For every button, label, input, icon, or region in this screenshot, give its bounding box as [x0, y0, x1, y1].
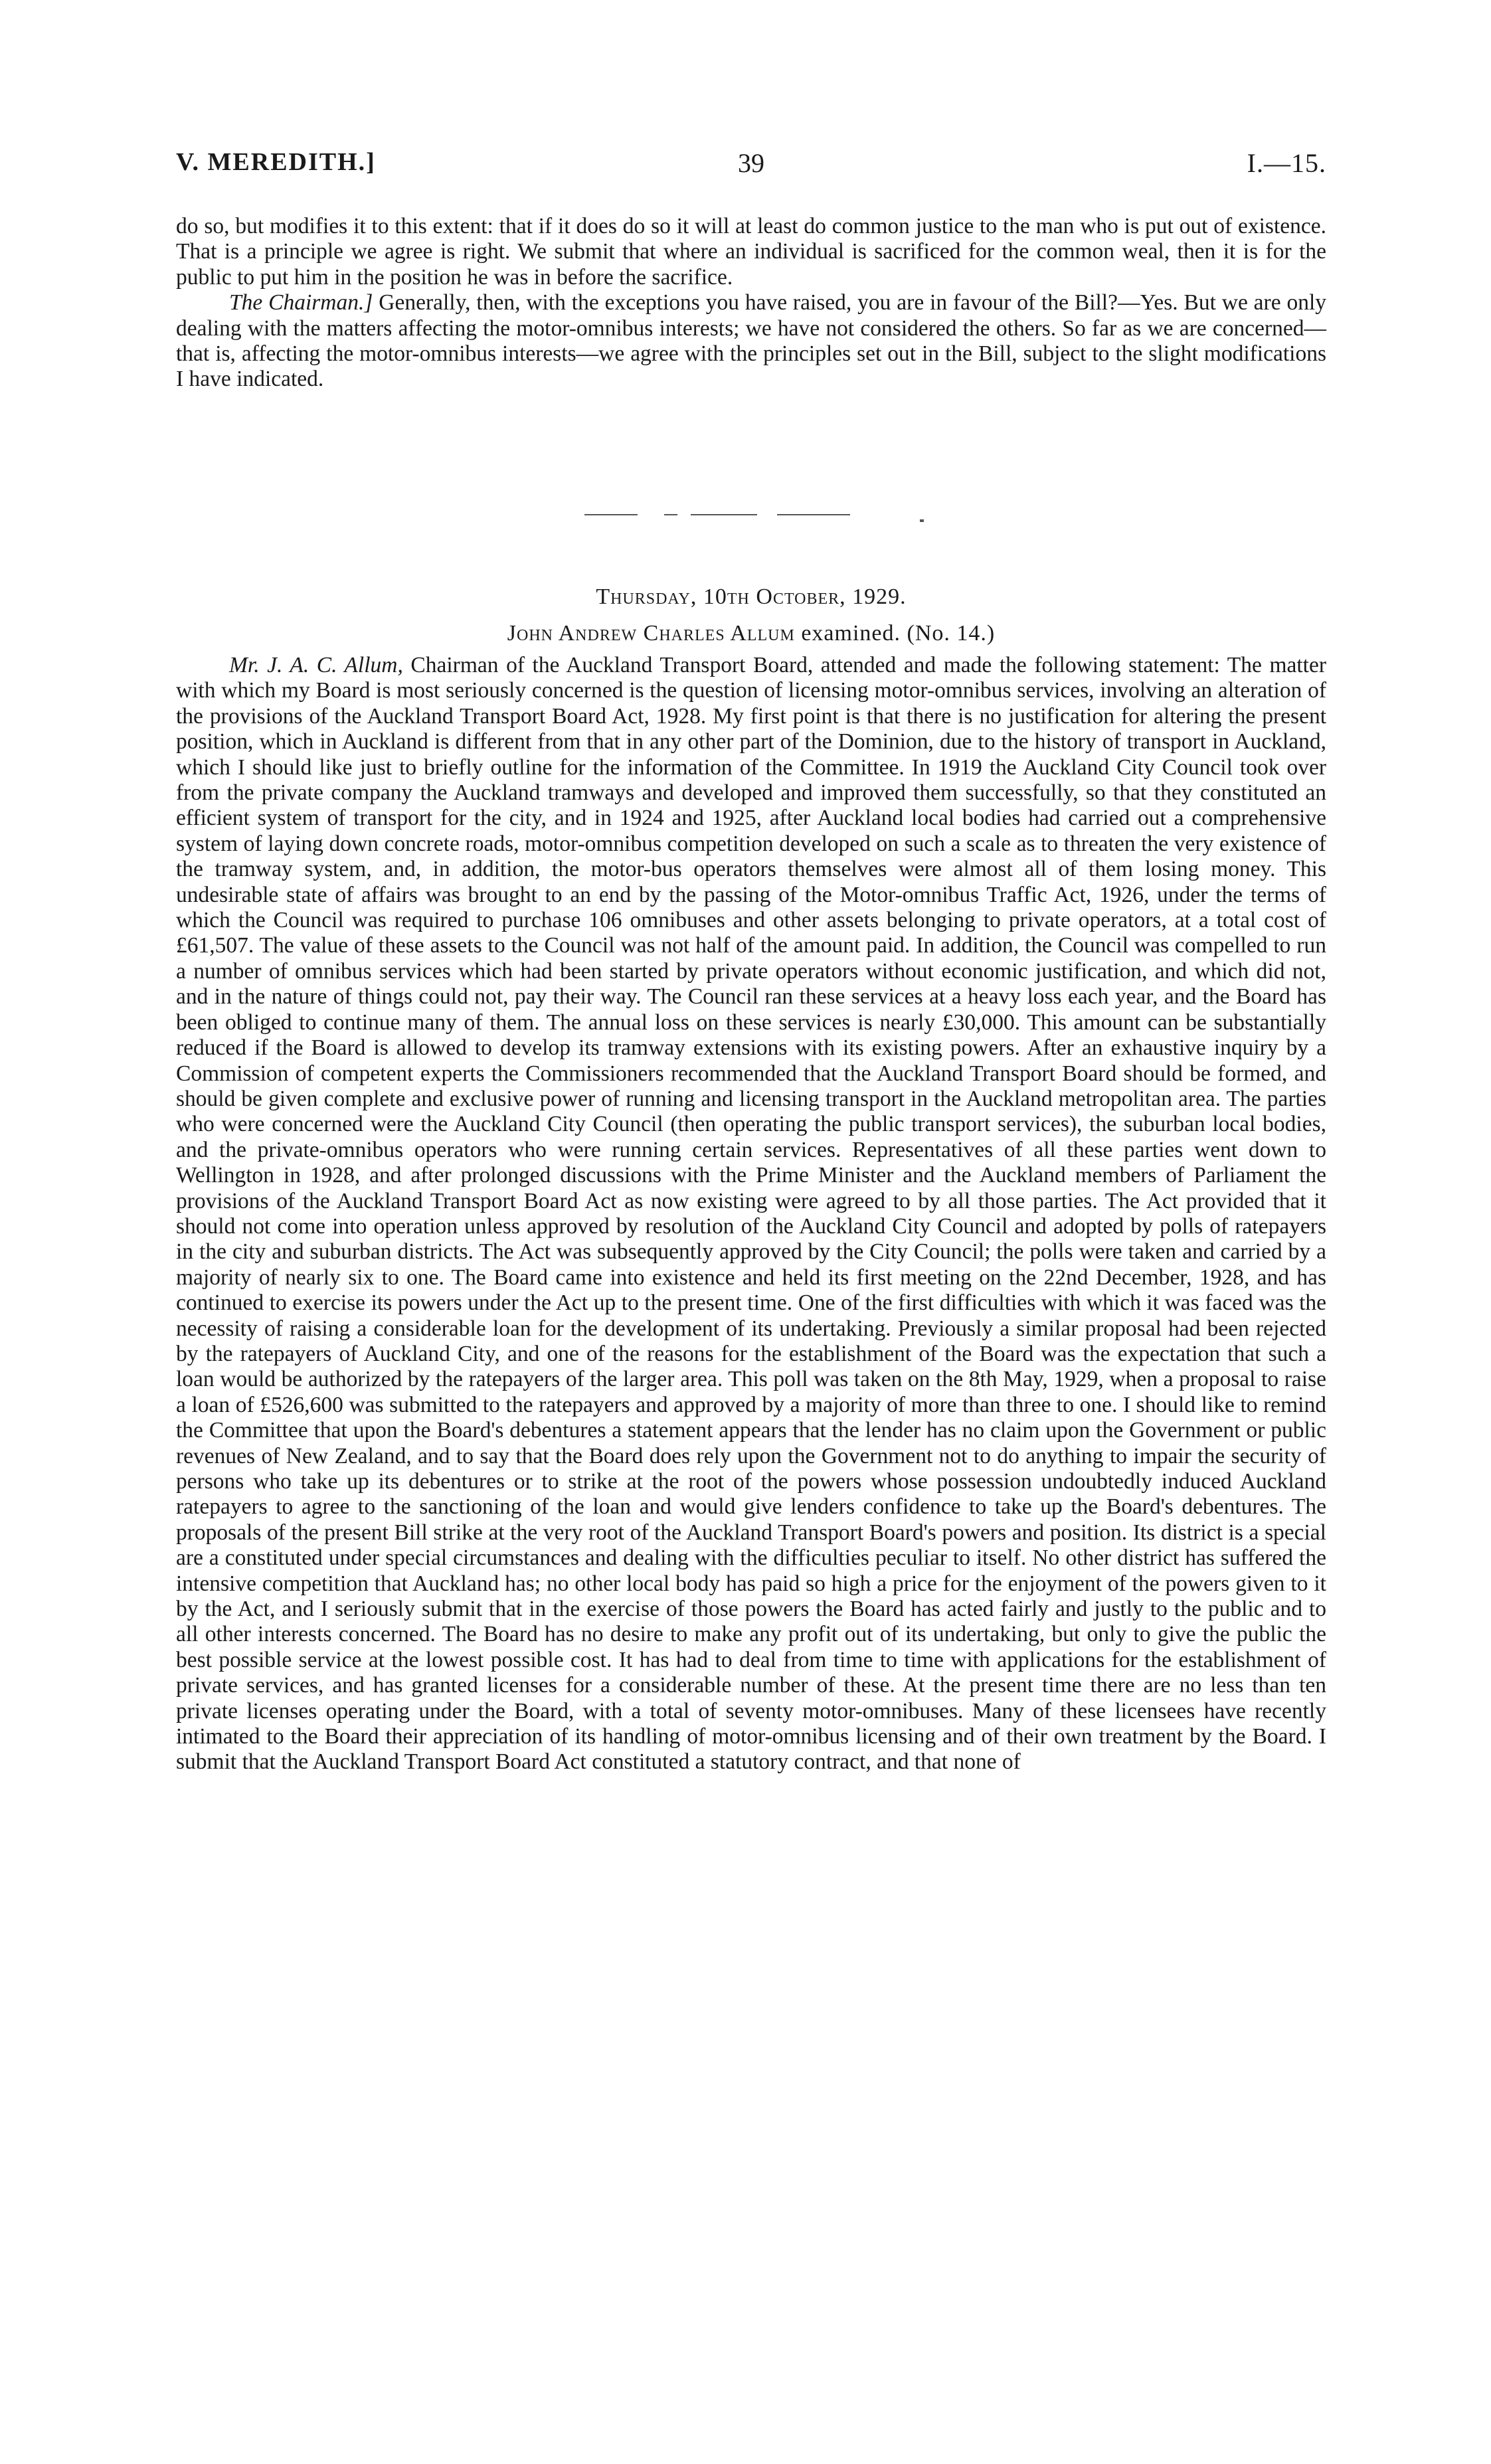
statement-paragraph	[176, 653, 1326, 1775]
session-date-heading: Thursday, 10th October, 1929.	[596, 584, 907, 609]
intro-text-block	[176, 214, 1326, 393]
witness-examined-label: examined. (No. 14.)	[794, 621, 996, 646]
header-witness-name: V. MEREDITH.]	[176, 148, 376, 176]
statement-text-block	[176, 653, 1326, 1775]
statement-text: Chairman of the Auckland Transport Board, attended and made the following statement: The matter with which my Board is most seriously concerned is the question of licensing motor-omnibus services, involving an alteration of the provisions of the Auckland Transport Board Act, 1928. My first point is that there is no justification for altering the present position, which in Auckland is different from that in any other part of the Dominion, due to the history of transport in Auckland, which I should like just to briefly outline for the information of the Committee. In 1919 the Auckland City Council took over from the private company the Auckland tramways and developed and improved them successfully, so that they constituted an efficient system of transport for the city, and in 1924 and 1925, after Auckland local bodies had carried out a comprehensive system of laying down concrete roads, motor-omnibus competition developed on such a scale as to threaten the very existence of the tramway system, and, in addition, the motor-bus operators themselves were almost all of them losing money. This undesirable state of affairs was brought to an end by the passing of the Motor-omnibus Traffic Act, 1926, under the terms of which the Council was required to purchase 106 omnibuses and other assets belonging to private operators, at a total cost of £61,507. The value of these assets to the Council was not half of the amount paid. In addition, the Council was compelled to run a number of omnibus services which had been started by private operators without economic justification, and which did not, and in the nature of things could not, pay their way. The Council ran these services at a heavy loss each year, and the Board has been obliged to continue many of them. The annual loss on these services is nearly £30,000. This amount can be substantially reduced if the Board is allowed to develop its tramway extensions with its existing powers. After an exhaustive inquiry by a Commission of competent experts the Commissioners recommended that the Auckland Transport Board should be formed, and should be given complete and exclusive power of running and licensing transport in the Auckland metropolitan area. The parties who were concerned were the Auckland City Council (then operating the public transport services), the suburban local bodies, and the private-omnibus operators who were running certain services. Representatives of all these parties went down to Wellington in 1928, and after prolonged discussions with the Prime Minister and the Auckland members of Parliament the provisions of the Auckland Transport Board Act as now existing were agreed to by all those parties. The Act provided that it should not come into operation unless approved by resolution of the Auckland City Council and adopted by polls of ratepayers in the city and suburban districts. The Act was subsequently approved by the City Council; the polls were taken and carried by a majority of nearly six to one. The Board came into existence and held its first meeting on the 22nd December, 1928, and has continued to exercise its powers under the Act up to the present time. One of the first difficulties with which it was faced was the necessity of raising a considerable loan for the development of its undertaking. Previously a similar proposal had been rejected by the ratepayers of Auckland City, and one of the reasons for the establishment of the Board was the expectation that such a loan would be authorized by the ratepayers of the larger area. This poll was taken on the 8th May, 1929, when a proposal to raise a loan of £526,600 was submitted to the ratepayers and approved by a majority of more than three to one. I should like to remind the Committee that upon the Board's debentures a statement appears that the lender has no claim upon the Government or public revenues of New Zealand, and to say that the Board does rely upon the Government not to do anything to impair the security of persons who take up its debentures or to strike at the root of the powers whose possession undoubtedly induced Auckland ratepayers to agree to the sanctioning of the loan and would give lenders confidence to take up the Board's debentures. The proposals of the present Bill strike at the very root of the Auckland Transport Board's powers and position. Its district is a special are a constituted under special circumstances and dealing with the difficulties peculiar to itself. No other district has suffered the intensive competition that Auckland has; no other local body has paid so high a price for the enjoyment of the powers given to it by the Act, and I seriously submit that in the exercise of those powers the Board has acted fairly and justly to the public and to all other interests concerned. The Board has no desire to make any profit out of its undertaking, but only to give the public the best possible service at the lowest possible cost. It has had to deal from time to time with applications for the establishment of private services, and has granted licenses for a considerable number of these. At the present time there are no less than ten private licenses operating under the Board, with a total of seventy motor-omnibuses. Many of these licensees have recently intimated to the Board their appreciation of its handling of motor-omnibus licensing and of their own treatment by the Board. I submit that the Auckland Transport Board Act constituted a statutory contract, and that none of	[176, 653, 1327, 1775]
intro-paragraph: do so, but modifies it to this extent: that if it does do so it will at least do common justice to the man who is put out of existence. That is a principle we agree is right. We submit that where an individual is sacrificed for the common weal, then it is for the public to put him in the position he was in before the sacrifice.	[176, 214, 1326, 290]
chairman-question-paragraph	[176, 290, 1326, 393]
page-header	[176, 147, 1326, 187]
page-number: 39	[738, 148, 764, 178]
witness-name: John Andrew Charles Allum	[507, 621, 795, 646]
chairman-speaker-label: The Chairman.]	[229, 290, 373, 315]
witness-heading	[176, 621, 1326, 646]
statement-speaker-label: Mr. J. A. C. Allum,	[229, 653, 403, 677]
document-reference: I.—15.	[1247, 148, 1326, 178]
section-divider	[584, 513, 930, 517]
chairman-question-text: Generally, then, with the exceptions you have raised, you are in favour of the Bill?—Yes. But we are only dealing with the matters affecting the motor-omnibus interests; we have not considered the others. So far as we are concerned—that is, affecting the motor-omnibus interests—we agree with the principles set out in the Bill, subject to the slight modifications I have indicated.	[176, 290, 1327, 392]
